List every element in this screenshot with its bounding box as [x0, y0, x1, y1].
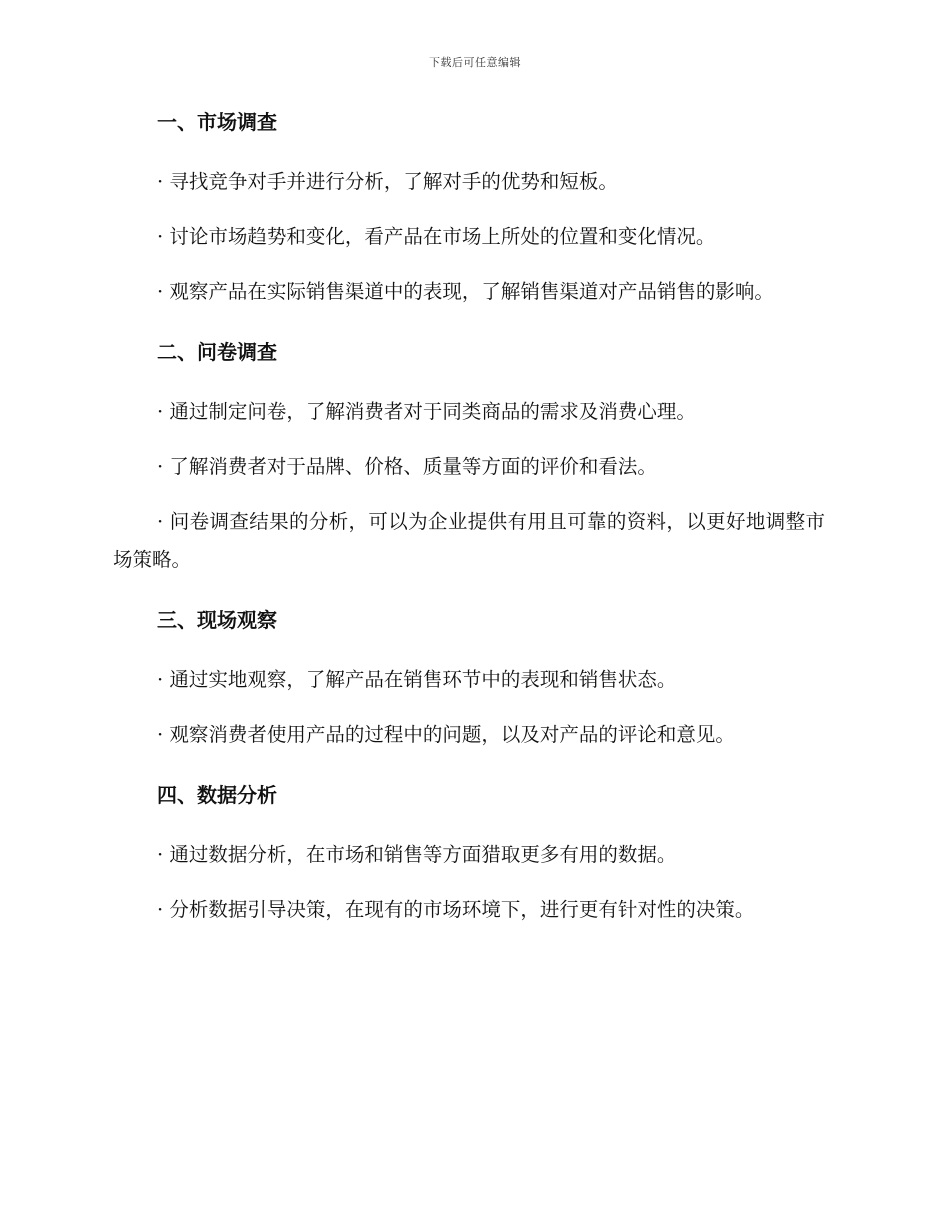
list-item: · 讨论市场趋势和变化，看产品在市场上所处的位置和变化情况。 [157, 225, 716, 248]
list-item: · 观察消费者使用产品的过程中的问题，以及对产品的评论和意见。 [157, 723, 735, 746]
list-item: · 观察产品在实际销售渠道中的表现，了解销售渠道对产品销售的影响。 [157, 280, 774, 303]
list-item: · 分析数据引导决策，在现有的市场环境下，进行更有针对性的决策。 [157, 898, 755, 921]
list-item: · 通过数据分析，在市场和销售等方面猎取更多有用的数据。 [157, 843, 677, 866]
list-item: · 了解消费者对于品牌、价格、质量等方面的评价和看法。 [157, 455, 657, 478]
list-item: · 通过实地观察，了解产品在销售环节中的表现和销售状态。 [157, 668, 677, 691]
document-body [113, 108, 825, 929]
section-heading-field-observation: 三、现场观察 [157, 608, 277, 632]
section-heading-market-research: 一、市场调查 [157, 110, 277, 134]
list-item: · 寻找竞争对手并进行分析，了解对手的优势和短板。 [157, 170, 618, 193]
list-item: · 问卷调查结果的分析，可以为企业提供有用且可靠的资料，以更好地调整市场策略。 [113, 510, 825, 571]
page-header: 下载后可任意编辑 [429, 56, 521, 69]
section-heading-questionnaire: 二、问卷调查 [157, 340, 277, 364]
section-heading-data-analysis: 四、数据分析 [157, 783, 277, 807]
list-item: · 通过制定问卷，了解消费者对于同类商品的需求及消费心理。 [157, 400, 696, 423]
